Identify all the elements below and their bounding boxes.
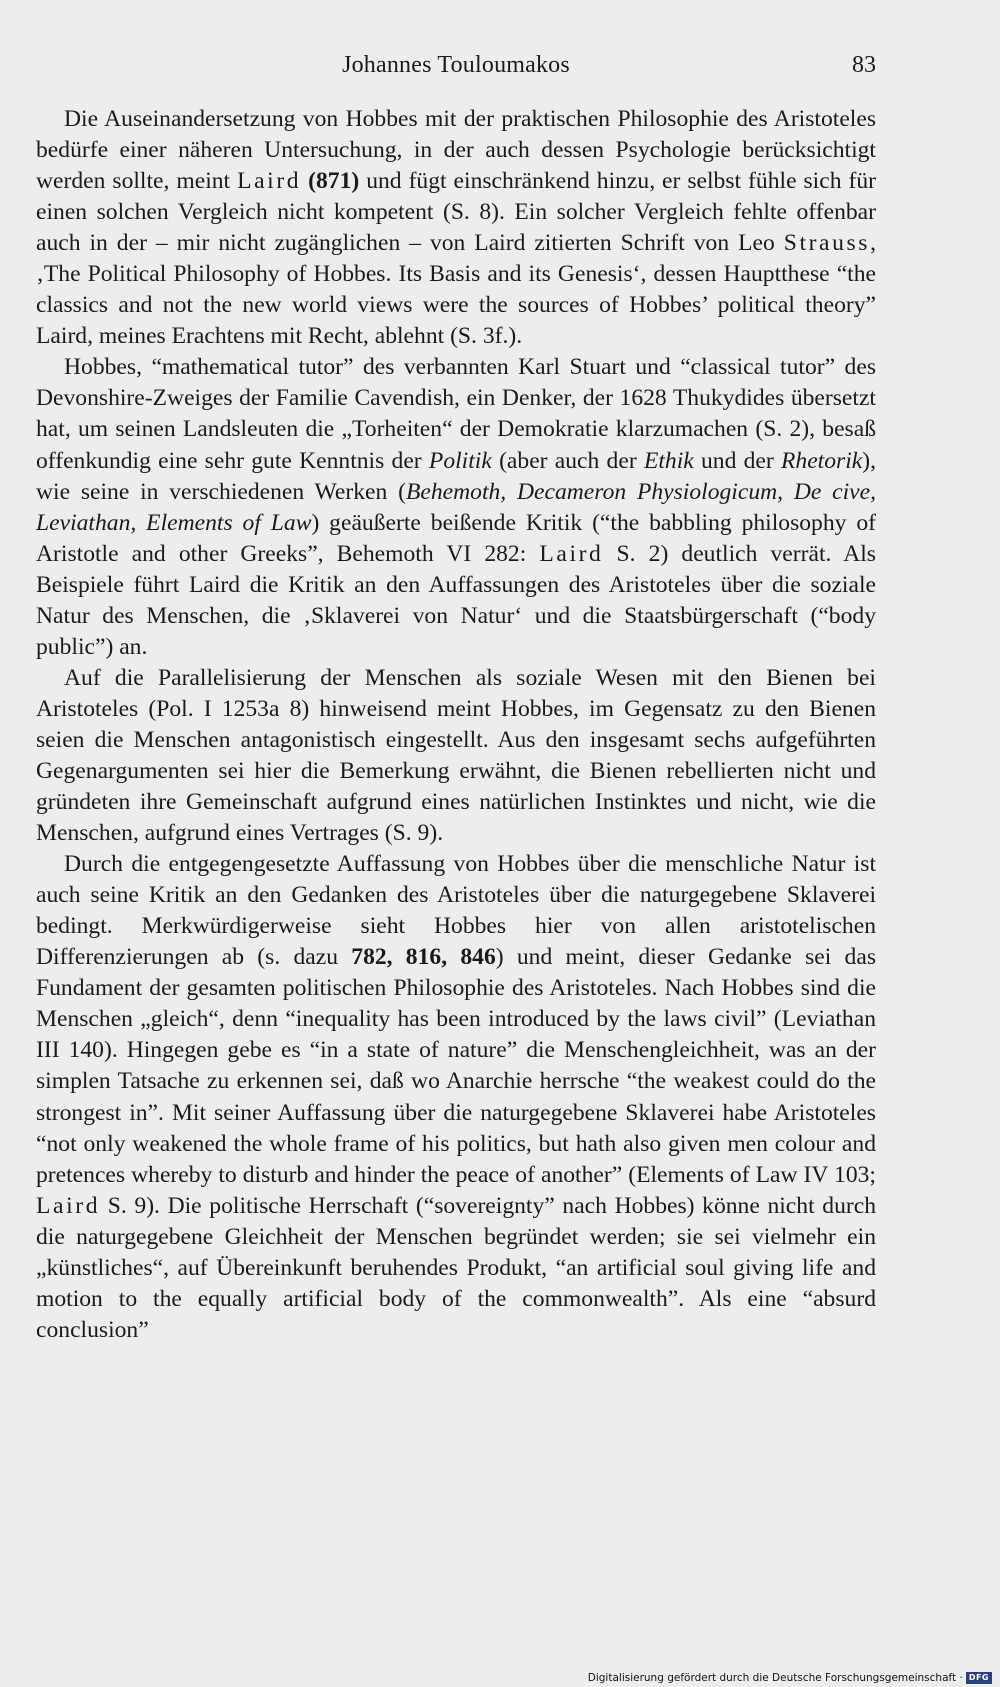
text-run: S. 9). Die politische Herrschaft (“sovereignty” nach Hobbes) könne nicht durch die naturgegebene Gleichheit der Menschen begründet werden; sie sei vielmehr ein „künstliches“, auf Übereinkunft beruhendes Produkt, “an artificial soul giving life and motion to the equally artificial body of the commonwealth”. Als eine “absurd conclusion” xyxy=(36,1192,876,1343)
text-run: Durch die entgegengesetzte Auffassung von Hobbes über die menschliche Natur ist auch seine Kritik an den Gedanken des Aristoteles über die naturgegebene Sklaverei bedingt. Merkwürdigerweise sieht Hobbes hier von allen aristotelischen Differenzierungen ab (s. dazu xyxy=(36,851,876,971)
body-text xyxy=(36,104,876,1346)
text-run: ) und meint, dieser Gedanke sei das Fundament der gesamten politischen Philosophie des Aristoteles. Nach Hobbes sind die Menschen „gleich“, denn “inequality has been introduced by the laws civil” (Leviathan III 140). Hingegen gebe es “in a state of nature” die Menschengleichheit, was an der simplen Tatsache zu erkennen sei, daß wo Anarchie herrsche “the weakest could do the strongest in”. Mit seiner Auffassung über die naturgegebene Sklaverei habe Aristoteles “not only weakened the whole frame of his politics, but hath also given men colour and pretences whereby to disturb and hinder the peace of another” (Elements of Law IV 103; xyxy=(36,944,876,1188)
paragraph-3 xyxy=(36,663,876,849)
author-name-spaced: Laird xyxy=(539,540,604,567)
text-run: und fügt einschränkend hinzu, er selbst fühle sich für einen solchen Vergleich nicht kompetent (S. 8). Ein solcher Vergleich fehlte offenbar auch in der – mir nicht zugänglichen – von Laird zitierten Schrift von Leo xyxy=(36,168,876,257)
text-run: S. 2) deutlich verrät. Als Beispiele führt Laird die Kritik an den Auffassungen des Aristoteles über die soziale Natur des Menschen, die ‚Sklaverei von Natur‘ und die Staatsbürgerschaft (“body public”) an. xyxy=(36,540,876,660)
work-titles-list: Behemoth, Decameron Physiologicum, De cive, Leviathan, Elements of Law xyxy=(36,478,877,536)
work-title: Rhetorik xyxy=(781,447,863,474)
text-run: und der xyxy=(693,447,781,474)
text-run: , ‚The Political Philosophy of Hobbes. Its Basis and its Genesis‘, dessen Hauptthese “the classics and not the new world views were the sources of Hobbes’ political theory” Laird, meines Erachtens mit Recht, ablehnt (S. 3f.). xyxy=(36,230,876,350)
text-run: ) geäußerte beißende Kritik (“the babbling philosophy of Aristotle and other Greeks”, Behemoth VI 282: xyxy=(36,509,876,567)
work-title: Ethik xyxy=(643,447,694,474)
text-run: ), wie seine in verschiedenen Werken ( xyxy=(36,447,877,505)
running-head-author: Johannes Touloumakos xyxy=(342,52,570,78)
author-name-spaced: Laird xyxy=(36,1192,101,1219)
text-run: Die Auseinandersetzung von Hobbes mit der praktischen Philosophie des Aristoteles bedürfe einer näheren Untersuchung, in der auch dessen Psychologie berücksichtigt werden sollte, meint xyxy=(36,106,876,195)
digitization-credit: Digitalisierung gefördert durch die Deutsche Forschungsgemeinschaft · xyxy=(587,1672,963,1684)
author-name-spaced: Laird xyxy=(237,168,302,195)
dfg-logo: DFG xyxy=(966,1672,992,1684)
paragraph-2 xyxy=(36,352,876,662)
running-header xyxy=(36,52,876,86)
reference-numbers: 782, 816, 846 xyxy=(351,944,496,971)
reference-number: (871) xyxy=(308,168,360,195)
text-run: Auf die Parallelisierung der Menschen als soziale Wesen mit den Bienen bei Aristoteles (Pol. I 1253a 8) hinweisend meint Hobbes, im Gegensatz zu den Bienen seien die Menschen antagonistisch eingestellt. Aus den insgesamt sechs aufgeführten Gegenargumenten sei hier die Bemerkung erwähnt, die Bienen rebellierten nicht und gründeten ihre Gemeinschaft aufgrund eines natürlichen Instinktes und nicht, wie die Menschen, aufgrund eines Vertrages (S. 9). xyxy=(36,664,876,847)
text-run: (aber auch der xyxy=(491,447,644,474)
text-run: Hobbes, “mathematical tutor” des verbannten Karl Stuart und “classical tutor” des Devonshire-Zweiges der Familie Cavendish, ein Denker, der 1628 Thukydides übersetzt hat, um seinen Landsleuten die „Torheiten“ der Demokratie klarzumachen (S. 2), besaß offenkundig eine sehr gute Kenntnis der xyxy=(36,354,876,474)
page-number: 83 xyxy=(852,52,876,78)
digitization-footer xyxy=(588,1672,992,1684)
author-name-spaced: Strauss xyxy=(783,230,871,257)
paragraph-1 xyxy=(36,104,876,352)
work-title: Politik xyxy=(428,447,492,474)
paragraph-4 xyxy=(36,849,876,1346)
